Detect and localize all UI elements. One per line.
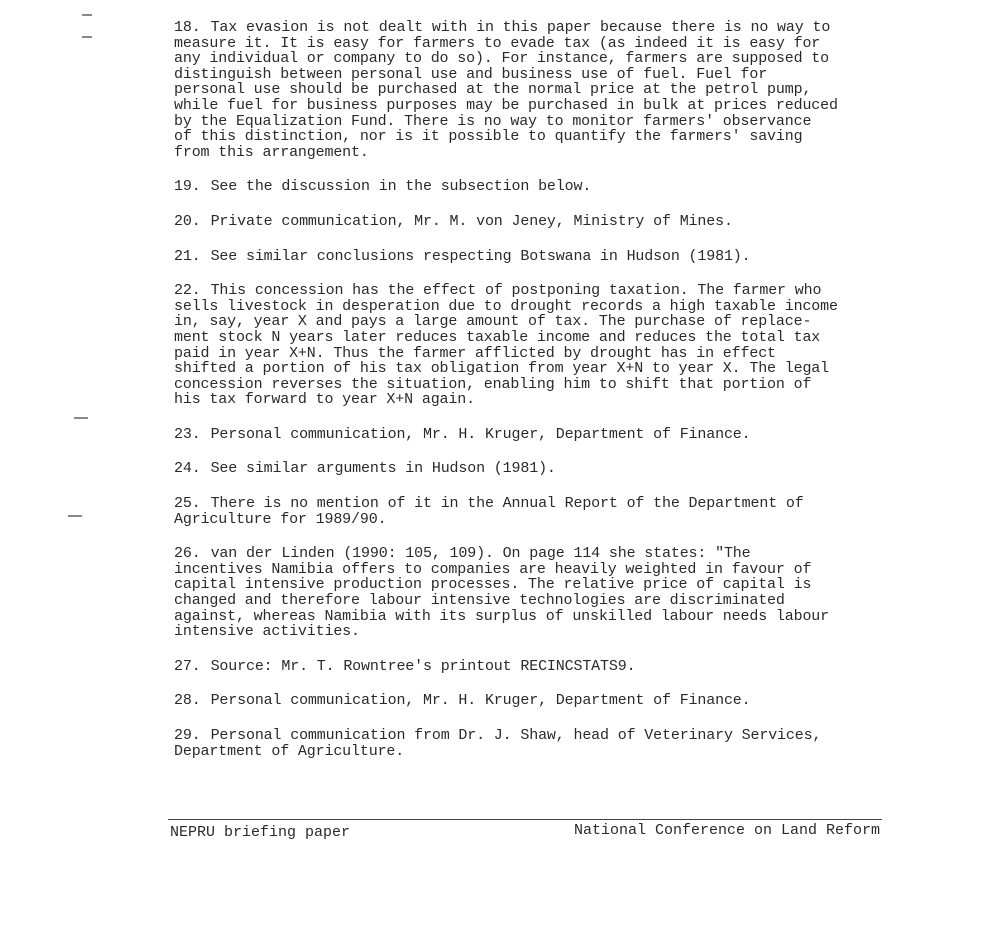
footer-divider [168,819,882,820]
endnote-number: 28. [174,692,201,710]
endnote-21 [174,249,894,265]
endnote-text: Source: Mr. T. Rowntree's printout RECINCSTATS9. [210,657,636,675]
endnote-26 [174,546,894,640]
endnote-23 [174,427,894,443]
endnote-text: See similar arguments in Hudson (1981). [210,460,556,478]
endnote-25 [174,496,894,527]
footer-left-text: NEPRU briefing paper [170,824,351,841]
endnote-text: See the discussion in the subsection below. [210,178,592,196]
endnote-text: There is no mention of it in the Annual Report of the Department of Agriculture for 1989/90. [174,495,804,528]
endnote-text: Personal communication from Dr. J. Shaw, head of Veterinary Services, Department of Agriculture. [174,727,822,760]
endnote-27 [174,659,894,675]
endnote-text: See similar conclusions respecting Botswana in Hudson (1981). [210,247,751,265]
endnote-28 [174,693,894,709]
endnote-22 [174,283,894,408]
endnote-number: 20. [174,212,201,230]
footer-right-text: National Conference on Land Reform [573,822,880,839]
endnote-text: Personal communication, Mr. H. Kruger, Department of Finance. [210,692,751,710]
scan-mark [82,36,92,38]
endnote-text: Tax evasion is not dealt with in this paper because there is no way to measure it. It is easy for farmers to evade tax (as indeed it is easy for any individual or company to do so). For instance, farmers are supposed to distinguish between personal use and business use of fuel. Fuel for personal use should be purchased at the normal price at the petrol pump, while fuel for business purposes may be purchased in bulk at prices reduced by the Equalization Fund. There is no way to monitor farmers' observance of this distinction, nor is it possible to quantify the farmers' saving from this arrangement. [174,19,838,161]
endnote-text: Personal communication, Mr. H. Kruger, Department of Finance. [210,425,751,443]
endnote-text: Private communication, Mr. M. von Jeney, Ministry of Mines. [210,212,733,230]
endnote-24 [174,461,894,477]
endnote-number: 19. [174,178,201,196]
endnote-number: 24. [174,460,201,478]
scan-mark [68,515,82,517]
scan-mark [82,14,92,16]
endnote-number: 29. [174,727,201,744]
endnote-number: 27. [174,657,201,675]
endnotes-list [174,20,894,759]
endnote-number: 22. [174,282,201,300]
endnote-20 [174,214,894,230]
endnote-number: 23. [174,425,201,443]
endnote-18 [174,20,894,160]
endnote-number: 25. [174,495,201,513]
scan-mark [74,417,88,419]
endnote-19 [174,179,894,195]
endnote-text: van der Linden (1990: 105, 109). On page 114 she states: "The incentives Namibia offers to companies are heavily weighted in favour of capital intensive production processes. The relative price of capital is changed and therefore labour intensive technologies are discriminated against, whereas Namibia with its surplus of unskilled labour needs labour intensive activities. [174,545,830,641]
endnote-number: 21. [174,247,201,265]
endnote-number: 18. [174,19,201,36]
endnote-29 [174,728,894,759]
endnote-number: 26. [174,545,201,563]
endnote-text: This concession has the effect of postponing taxation. The farmer who sells livestock in desperation due to drought records a high taxable income in, say, year X and pays a large amount of tax. The purchase of replace- ment stock N years later reduces taxable income and reduces the total tax paid in year X+N. Thus the farmer afflicted by drought has in effect shifted a portion of his tax obligation from year X+N to year X. The legal concession reverses the situation, enabling him to shift that portion of his tax forward to year X+N again. [174,282,838,409]
